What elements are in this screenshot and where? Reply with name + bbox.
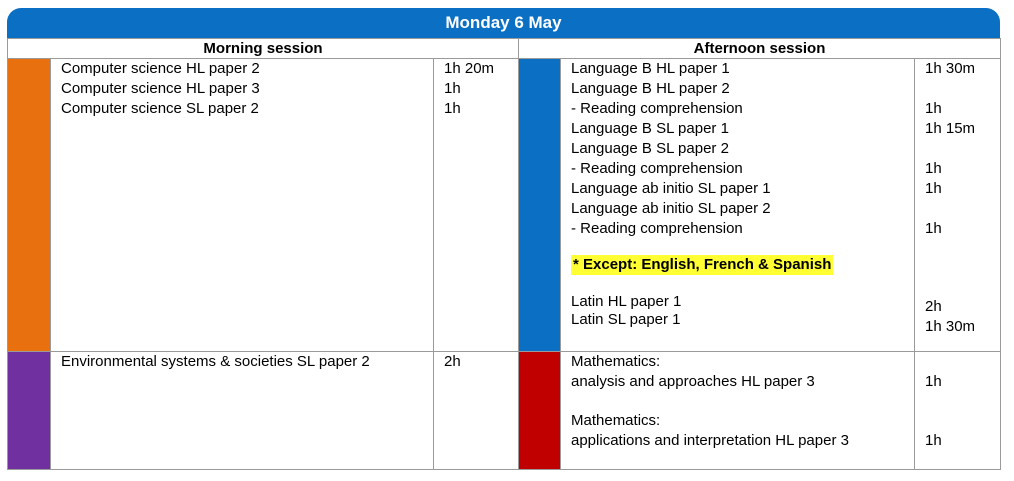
subject-line: Mathematics: — [571, 412, 661, 429]
schedule-row — [8, 352, 1001, 470]
duration: 1h — [925, 180, 942, 197]
duration — [925, 139, 1000, 159]
duration: 1h 30m — [925, 60, 976, 77]
subject-line: - Reading comprehension — [571, 100, 743, 117]
subject-line: Language B SL paper 2 — [571, 140, 729, 157]
subject-line: Language B HL paper 2 — [571, 80, 730, 97]
duration — [925, 199, 1000, 219]
morning-subjects-cell — [51, 352, 434, 470]
subject-line: Mathematics: — [571, 353, 661, 370]
subject-line: Environmental systems & societies SL paper 2 — [61, 353, 370, 370]
subject-line: applications and interpretation HL paper 3 — [571, 432, 849, 449]
subject-line: - Reading comprehension — [571, 160, 743, 177]
subject-line: Language ab initio SL paper 2 — [571, 200, 771, 217]
morning-session-heading: Morning session — [8, 39, 519, 59]
duration: 2h — [925, 298, 942, 315]
computer-science-color-swatch — [8, 59, 51, 352]
afternoon-subjects-cell — [561, 352, 915, 470]
subject-line: Computer science HL paper 3 — [61, 80, 260, 97]
subject-line: Language B SL paper 1 — [571, 120, 729, 137]
morning-duration-cell — [434, 352, 519, 470]
subject-line: Computer science HL paper 2 — [61, 60, 260, 77]
duration: 1h — [925, 160, 942, 177]
morning-duration-cell — [434, 59, 519, 352]
duration — [925, 411, 1000, 431]
duration: 1h 15m — [925, 120, 976, 137]
duration: 1h — [925, 220, 942, 237]
subject-line: - Reading comprehension — [571, 220, 743, 237]
duration: 1h — [925, 432, 942, 449]
afternoon-session-heading: Afternoon session — [519, 39, 1001, 59]
ess-color-swatch — [8, 352, 51, 470]
exception-note: * Except: English, French & Spanish — [573, 256, 832, 273]
subject-line: Latin HL paper 1 — [571, 293, 682, 310]
morning-subjects-cell — [51, 59, 434, 352]
afternoon-duration-cell — [915, 59, 1001, 352]
duration: 1h — [925, 373, 942, 390]
duration: 1h — [444, 80, 461, 97]
language-b-color-swatch — [519, 59, 561, 352]
schedule-row — [8, 59, 1001, 352]
mathematics-color-swatch — [519, 352, 561, 470]
subject-line: Latin SL paper 1 — [571, 311, 681, 328]
afternoon-subjects-cell — [561, 59, 915, 352]
duration: 1h — [925, 100, 942, 117]
duration — [925, 352, 1000, 372]
duration: 1h 20m — [444, 60, 495, 77]
duration: 2h — [444, 353, 461, 370]
duration: 1h 30m — [925, 318, 976, 335]
afternoon-duration-cell — [915, 352, 1001, 470]
duration — [925, 79, 1000, 99]
exam-schedule — [7, 8, 1000, 470]
subject-line: Language ab initio SL paper 1 — [571, 180, 771, 197]
subject-line: Language B HL paper 1 — [571, 60, 730, 77]
subject-line: Computer science SL paper 2 — [61, 100, 259, 117]
schedule-table — [7, 38, 1001, 470]
subject-line: analysis and approaches HL paper 3 — [571, 373, 815, 390]
duration: 1h — [444, 100, 461, 117]
day-title: Monday 6 May — [7, 8, 1000, 38]
session-header-row — [8, 39, 1001, 59]
